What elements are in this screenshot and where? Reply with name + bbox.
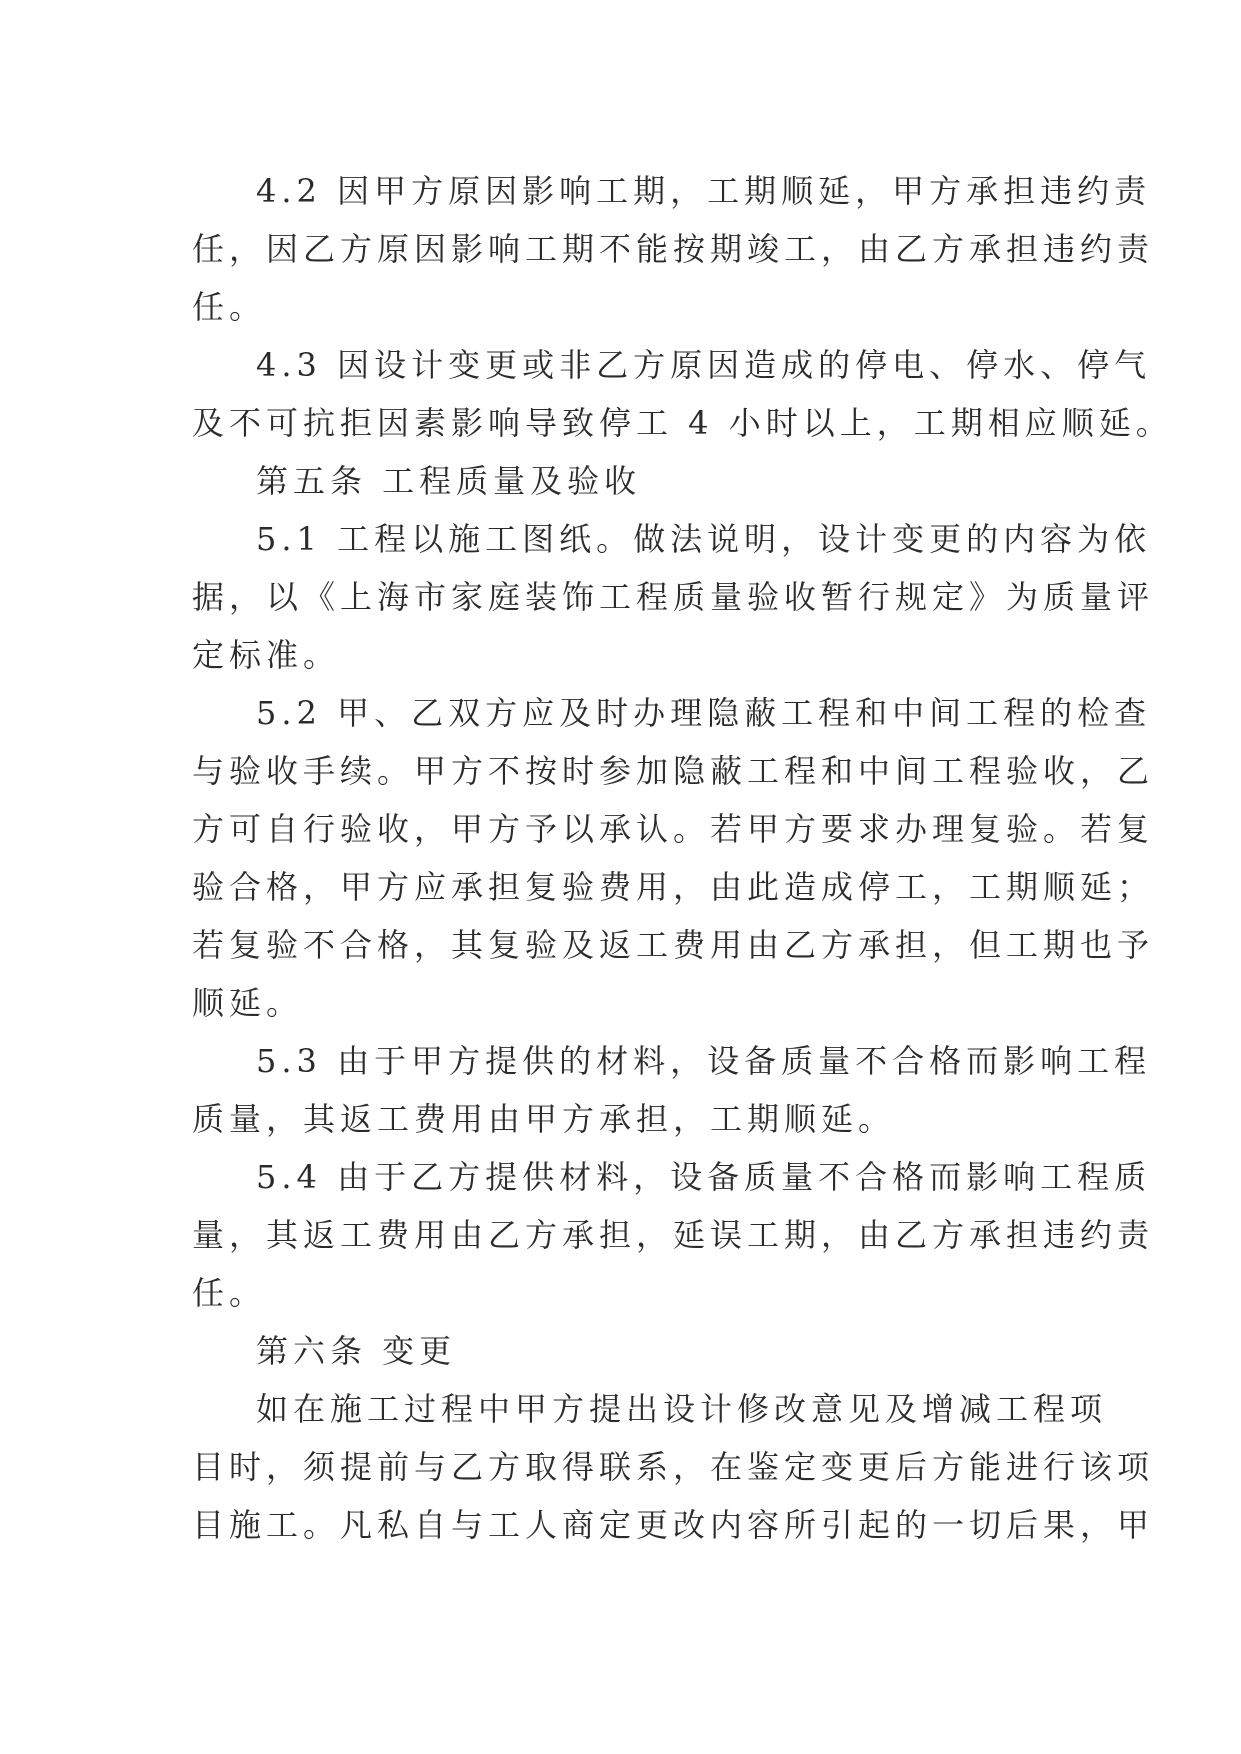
text-line: 与验收手续。甲方不按时参加隐蔽工程和中间工程验收，乙 — [192, 752, 1155, 790]
text-line: 4.3 因设计变更或非乙方原因造成的停电、停水、停气 — [256, 346, 1152, 384]
paragraph-clause-5-4 — [192, 1148, 1155, 1322]
text-line: 若复验不合格，其复验及返工费用由乙方承担，但工期也予 — [192, 926, 1155, 964]
paragraph-clause-5-1 — [192, 510, 1155, 684]
article-6-heading — [192, 1322, 1072, 1380]
text-line: 5.4 由于乙方提供材料，设备质量不合格而影响工程质 — [256, 1158, 1152, 1196]
text-line: 验合格，甲方应承担复验费用，由此造成停工，工期顺延； — [192, 868, 1155, 906]
document-body — [192, 162, 1173, 1554]
text-line: 4.2 因甲方原因影响工期，工期顺延，甲方承担违约责 — [256, 172, 1152, 210]
text-line: 定标准。 — [192, 636, 341, 674]
paragraph-clause-4-3 — [192, 336, 1173, 452]
text-line: 量，其返工费用由乙方承担，延误工期，由乙方承担违约责 — [192, 1216, 1155, 1254]
text-line: 5.1 工程以施工图纸。做法说明，设计变更的内容为依 — [256, 520, 1152, 558]
text-line: 如在施工过程中甲方提出设计修改意见及增减工程项 — [256, 1390, 1108, 1428]
text-line: 及不可抗拒因素影响导致停工 4 小时以上，工期相应顺延。 — [192, 404, 1173, 442]
text-line: 任。 — [192, 288, 267, 326]
section-heading: 第五条 工程质量及验收 — [256, 462, 642, 500]
paragraph-clause-5-3 — [192, 1032, 1152, 1148]
article-5-heading — [192, 452, 1072, 510]
section-heading: 第六条 变更 — [256, 1332, 457, 1370]
text-line: 5.2 甲、乙双方应及时办理隐蔽工程和中间工程的检查 — [256, 694, 1152, 732]
text-line: 顺延。 — [192, 984, 304, 1022]
text-line: 据，以《上海市家庭装饰工程质量验收暂行规定》为质量评 — [192, 578, 1155, 616]
text-line: 任，因乙方原因影响工期不能按期竣工，由乙方承担违约责 — [192, 230, 1155, 268]
paragraph-clause-4-2 — [192, 162, 1155, 336]
text-line: 目时，须提前与乙方取得联系，在鉴定变更后方能进行该项 — [192, 1448, 1155, 1486]
paragraph-article-6-body — [192, 1380, 1155, 1554]
text-line: 5.3 由于甲方提供的材料，设备质量不合格而影响工程 — [256, 1042, 1152, 1080]
paragraph-clause-5-2 — [192, 684, 1155, 1032]
text-line: 目施工。凡私自与工人商定更改内容所引起的一切后果，甲 — [192, 1506, 1155, 1544]
text-line: 质量，其返工费用由甲方承担，工期顺延。 — [192, 1100, 896, 1138]
text-line: 方可自行验收，甲方予以承认。若甲方要求办理复验。若复 — [192, 810, 1155, 848]
text-line: 任。 — [192, 1274, 267, 1312]
